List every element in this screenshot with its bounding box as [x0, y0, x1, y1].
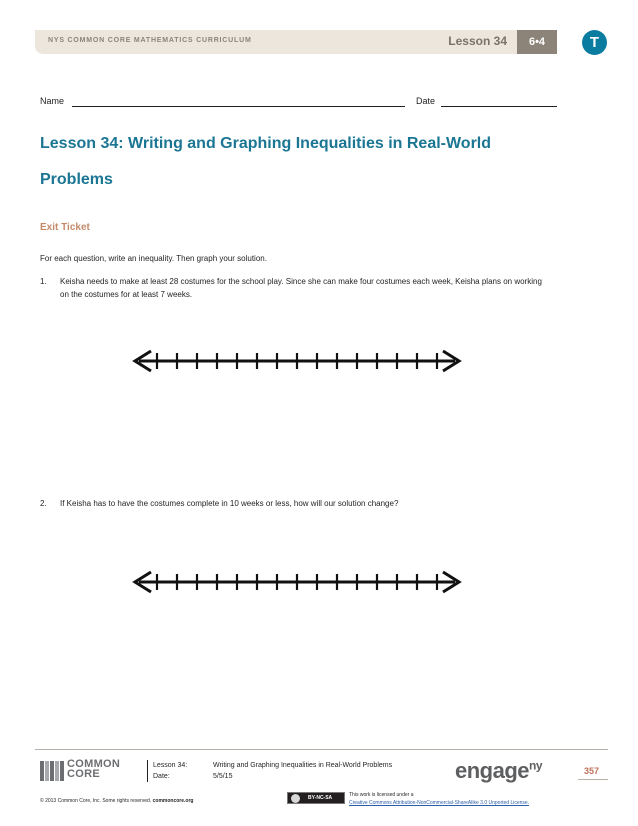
- license-notice: [349, 791, 529, 807]
- name-field[interactable]: [72, 106, 405, 107]
- name-date-row: [40, 96, 558, 110]
- footer-date-value: 5/5/15: [213, 773, 233, 780]
- cc-icon: [291, 794, 300, 803]
- logo-line-1: COMMON: [67, 758, 121, 770]
- instructions: For each question, write an inequality. Then graph your solution.: [40, 254, 267, 263]
- common-core-wordmark: [67, 759, 120, 779]
- question-text: Keisha needs to make at least 28 costumes for the school play. Since she can make four costumes each week, Keisha plans on working on the costumes for at least 7 weeks.: [60, 277, 542, 299]
- question-text: If Keisha has to have the costumes complete in 10 weeks or less, how will our solution change?: [60, 499, 399, 508]
- teacher-badge: T: [582, 30, 607, 55]
- question-number: 1.: [40, 277, 47, 286]
- engageny-logo: [455, 758, 542, 784]
- question-number: 2.: [40, 499, 47, 508]
- footer-lesson-key: Lesson 34:: [153, 762, 188, 769]
- license-line-1: This work is licensed under a: [349, 792, 414, 798]
- date-label: Date: [416, 96, 436, 106]
- name-label: Name: [40, 96, 65, 106]
- number-line-2[interactable]: [130, 567, 464, 597]
- section-heading: Exit Ticket: [40, 222, 90, 233]
- common-core-bars-icon: [40, 761, 64, 781]
- copyright-text: © 2013 Common Core, Inc. Some rights reserved.: [40, 798, 152, 804]
- footer-vertical-rule: [147, 760, 148, 782]
- number-line-1[interactable]: [130, 346, 464, 376]
- license-link[interactable]: Creative Commons Attribution-NonCommercial-ShareAlike 3.0 Unported License.: [349, 800, 530, 806]
- footer-meta: [153, 760, 392, 782]
- footer-date-key: Date:: [153, 773, 170, 780]
- footer-divider: [35, 749, 608, 750]
- creative-commons-badge[interactable]: [287, 792, 345, 804]
- copyright-url[interactable]: commoncore.org: [152, 798, 194, 804]
- engage-text: engage: [455, 758, 530, 783]
- date-field[interactable]: [441, 106, 557, 107]
- engage-ny-text: ny: [529, 758, 543, 773]
- page-title: Lesson 34: Writing and Graphing Inequalities in Real-World Problems: [40, 135, 492, 188]
- page-number: 357: [584, 766, 600, 776]
- cc-badge-text: BY-NC-SA: [308, 795, 333, 801]
- footer-lesson-value: Writing and Graphing Inequalities in Real-World Problems: [213, 762, 393, 769]
- logo-line-2: CORE: [67, 768, 100, 780]
- header-module: 6•4: [517, 30, 557, 54]
- common-core-logo: [40, 760, 140, 782]
- page-number-rule: [578, 779, 608, 780]
- page-header: [35, 30, 557, 54]
- copyright: [40, 798, 193, 804]
- header-lesson: Lesson 34: [448, 34, 507, 48]
- curriculum-title: NYS COMMON CORE MATHEMATICS CURRICULUM: [48, 37, 252, 44]
